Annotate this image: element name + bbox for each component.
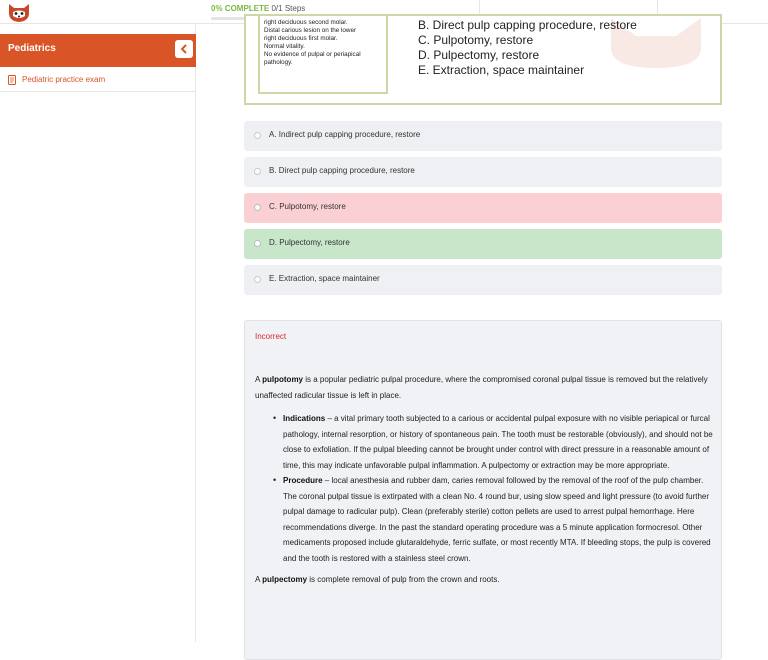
explanation-outro xyxy=(255,572,713,588)
radio-button[interactable] xyxy=(254,276,261,283)
answer-list xyxy=(244,121,722,301)
answer-label: B. Direct pulp capping procedure, restore xyxy=(269,166,415,175)
outro-prefix: A xyxy=(255,575,263,584)
case-line: No evidence of pulpal or periapical xyxy=(264,51,361,58)
chevron-left-icon xyxy=(180,44,188,54)
answer-option-e[interactable] xyxy=(244,265,722,295)
sidebar-title: Pediatrics xyxy=(8,43,56,54)
case-line: Normal vitality. xyxy=(264,43,305,50)
progress-label xyxy=(211,4,305,13)
answer-option-d[interactable] xyxy=(244,229,722,259)
outro-rest: is complete removal of pulp from the crown and roots. xyxy=(307,575,500,584)
sidebar-item-label: Pediatric practice exam xyxy=(22,75,106,84)
intro-term: pulpotomy xyxy=(262,375,304,384)
progress-indicator xyxy=(211,4,305,13)
answer-label: C. Pulpotomy, restore xyxy=(269,202,346,211)
bullet-term: Procedure xyxy=(283,476,323,485)
case-line: right deciduous second molar. xyxy=(264,19,348,26)
case-line: right deciduous first molar. xyxy=(264,35,338,42)
quiz-content xyxy=(197,18,768,642)
question-option: B. Direct pulp capping procedure, restore xyxy=(418,18,637,32)
answer-label: E. Extraction, space maintainer xyxy=(269,274,380,283)
bullet-term: Indications xyxy=(283,414,326,423)
radio-button[interactable] xyxy=(254,240,261,247)
question-image xyxy=(244,14,722,105)
radio-button[interactable] xyxy=(254,132,261,139)
list-item xyxy=(273,411,713,473)
question-options xyxy=(418,18,637,78)
case-line: pathology. xyxy=(264,59,293,66)
explanation-list xyxy=(273,411,713,566)
sidebar-item-pediatric-practice-exam[interactable] xyxy=(0,68,196,92)
answer-explanation xyxy=(244,320,722,660)
sidebar-header xyxy=(0,34,196,67)
answer-option-b[interactable] xyxy=(244,157,722,187)
case-description xyxy=(258,16,388,94)
question-option: D. Pulpectomy, restore xyxy=(418,48,540,62)
case-line: Distal carious lesion on the lower xyxy=(264,27,357,34)
progress-steps: 0/1 Steps xyxy=(271,4,306,13)
question-option: C. Pulpotomy, restore xyxy=(418,33,534,47)
course-sidebar xyxy=(0,24,196,642)
question-option: E. Extraction, space maintainer xyxy=(418,63,585,77)
bullet-text: – a vital primary tooth subjected to a carious or accidental pulpal exposure with no visible periapical or furcal pathology, internal resorption, or history of spontaneous pain. The tooth must be restorable (obviously), and should not be close to exfoliation. If the pulpal bleeding cannot be brought under control with direct pressure in a reasonable amount of time, this may indicate unfavorable pulpal inflammation. A pulpectomy or extraction may be more appropriate. xyxy=(283,414,713,470)
bullet-text: – local anesthesia and rubber dam, caries removal followed by the removal of the roof of the pulp chamber. The coronal pulpal tissue is extirpated with a clean No. 4 round bur, using slow speed and light pressure (to avoid further pulpal damage to radicular pulp). Clean (preferably sterile) cotton pellets are used to arrest pulpal hemorrhage. Here recommendations diverge. In the past the standard operating procedure was a 5 minute application formocresol. Other medicaments proposed include glutaraldehyde, ferric sulfate, or most recently MTA. If bleeding stops, the pulp is covered and the tooth is restored with a stainless steel crown. xyxy=(283,476,711,563)
outro-term: pulpectomy xyxy=(262,575,308,584)
radio-button[interactable] xyxy=(254,168,261,175)
answer-label: A. Indirect pulp capping procedure, restore xyxy=(269,130,421,139)
explanation-text xyxy=(255,372,713,588)
explanation-intro xyxy=(255,372,713,403)
quiz-document-icon xyxy=(8,75,16,85)
intro-prefix: A xyxy=(255,375,263,384)
answer-label: D. Pulpectomy, restore xyxy=(269,238,350,247)
progress-percent: 0% COMPLETE xyxy=(211,4,270,13)
answer-option-a[interactable] xyxy=(244,121,722,151)
collapse-sidebar-button[interactable] xyxy=(175,40,193,58)
intro-rest: is a popular pediatric pulpal procedure, where the compromised coronal pulpal tissue is removed but the relatively unaffected radicular tissue is left in place. xyxy=(255,375,708,400)
verdict-label: Incorrect xyxy=(255,332,287,341)
red-panda-logo-icon[interactable] xyxy=(6,1,32,23)
radio-button[interactable] xyxy=(254,204,261,211)
list-item xyxy=(273,473,713,566)
answer-option-c[interactable] xyxy=(244,193,722,223)
